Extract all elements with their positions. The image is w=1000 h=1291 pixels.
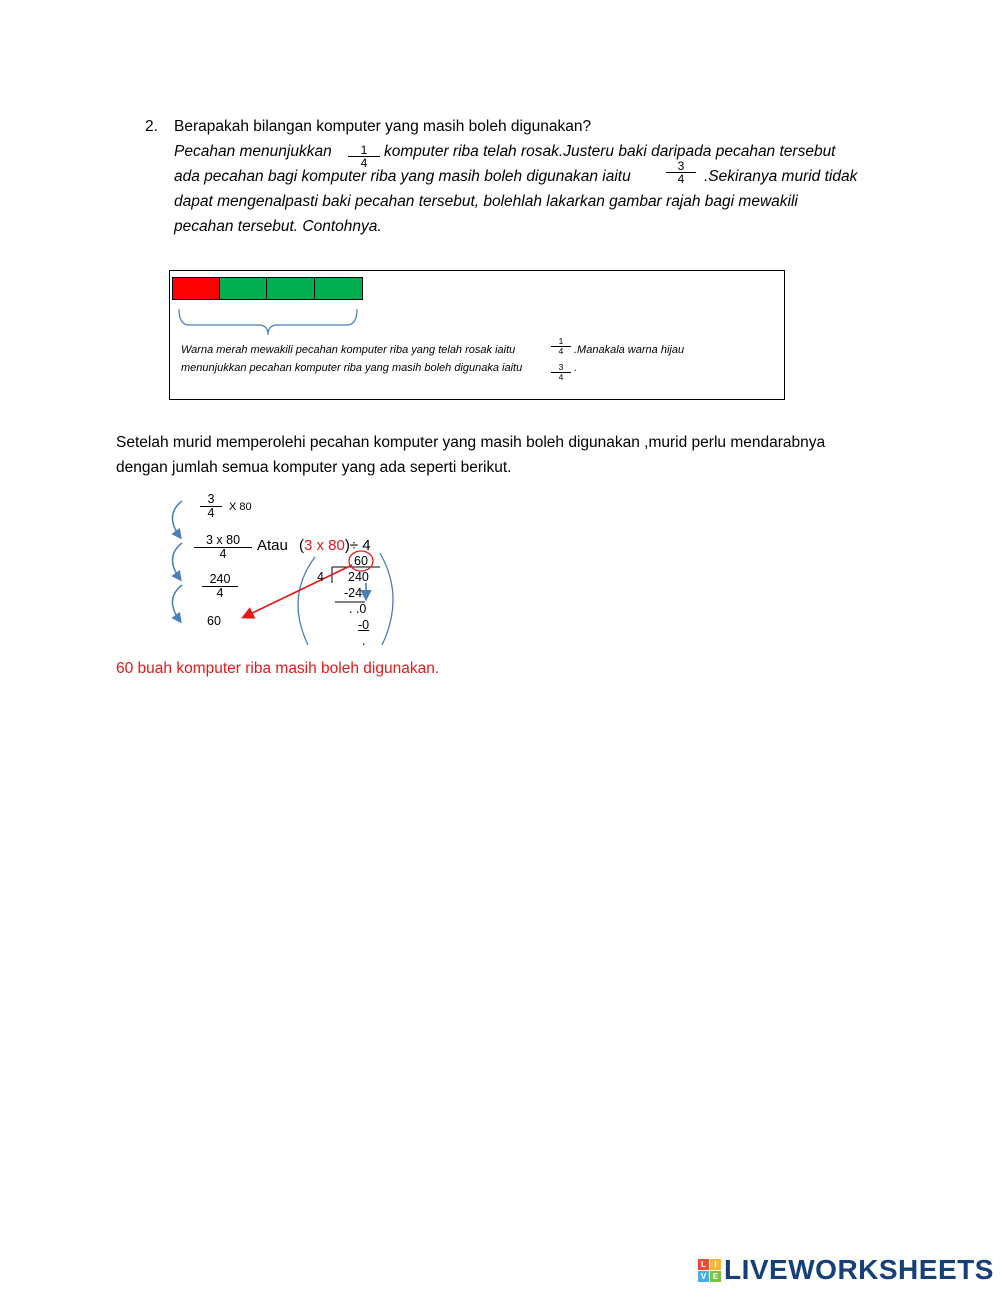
fraction-numerator: 1 (360, 143, 368, 157)
question-number: 2. (145, 118, 158, 135)
question-title: Berapakah bilangan komputer yang masih boleh digunakan? (174, 118, 592, 135)
expression (299, 537, 371, 554)
step-1-fraction (200, 493, 222, 519)
close-paren (380, 553, 393, 645)
question-line-2b: .Sekiranya murid tidak (704, 168, 858, 185)
atau-label: Atau (257, 537, 288, 554)
answer-text: 60 buah komputer riba masih boleh digunakan. (116, 660, 440, 677)
question-line-1a: Pecahan menunjukkan (174, 143, 332, 160)
working-curves (160, 492, 410, 660)
expr-open: ( (299, 537, 304, 554)
step-2-fraction (194, 534, 252, 560)
explanation-line-1: Setelah murid memperolehi pecahan komputer yang masih boleh digunakan ,murid perlu mendarabnya (116, 434, 826, 451)
caption-fraction-2 (551, 363, 571, 381)
fraction-usable (666, 160, 696, 185)
logo-tile: E (710, 1271, 721, 1282)
logo-text: LIVEWORKSHEETS (724, 1254, 994, 1285)
question-line-3: dapat mengenalpasti baki pecahan tersebut, bolehlah lakarkan gambar rajah bagi mewakili (174, 193, 798, 210)
question-line-4: pecahan tersebut. Contohnya. (174, 218, 382, 235)
logo-tile: I (710, 1259, 721, 1270)
logo-tile: L (698, 1259, 709, 1270)
division-sub-1: -24 (344, 586, 363, 600)
fraction-cell-green (219, 277, 267, 300)
caption-line-1a: Warna merah mewakili pecahan komputer riba yang telah rosak iaitu (181, 344, 516, 356)
brace-icon (175, 305, 365, 341)
fraction-cell-green (314, 277, 363, 300)
step-1-multiplier: X 80 (229, 501, 252, 513)
caption-line-2b: . (574, 362, 578, 374)
logo-tile: V (698, 1271, 709, 1282)
open-paren (298, 557, 315, 645)
fraction-denominator: 4 (558, 345, 564, 356)
fraction-denominator: 4 (219, 546, 227, 561)
caption-fraction-1 (551, 337, 571, 355)
fraction-denominator: 4 (216, 585, 224, 600)
division-quotient: 60 (354, 554, 368, 568)
logo-tiles (698, 1259, 721, 1282)
fraction-denominator: 4 (558, 371, 564, 382)
curve-arrow-3 (172, 585, 182, 621)
fraction-denominator: 4 (207, 505, 215, 520)
fraction-numerator: 3 (677, 159, 685, 173)
expr-close: )÷ 4 (344, 537, 371, 554)
caption-line-1b: .Manakala warna hijau (574, 344, 685, 356)
fraction-numerator: 240 (209, 572, 231, 586)
division-dividend: 240 (348, 570, 369, 584)
step-4-result: 60 (207, 614, 221, 628)
question-line-1b: komputer riba telah rosak.Justeru baki daripada pecahan tersebut (384, 143, 836, 160)
fraction-cell-green (266, 277, 315, 300)
fraction-numerator: 3 (207, 492, 215, 506)
fraction-broken (348, 144, 380, 169)
fraction-denominator: 4 (360, 156, 368, 170)
question-line-2a: ada pecahan bagi komputer riba yang masih boleh digunakan iaitu (174, 168, 631, 185)
fraction-denominator: 4 (677, 172, 685, 186)
curve-arrow-1 (172, 501, 182, 537)
division-remainder-1: . .0 (349, 602, 367, 616)
explanation-line-2: dengan jumlah semua komputer yang ada seperti berikut. (116, 459, 512, 476)
fraction-numerator: 3 (558, 362, 564, 372)
division-divisor: 4 (317, 570, 324, 584)
caption-line-2a: menunjukkan pecahan komputer riba yang masih boleh digunaka iaitu (181, 362, 523, 374)
step-3-fraction (202, 573, 238, 599)
fraction-numerator: 3 x 80 (205, 533, 241, 547)
fraction-numerator: 1 (558, 336, 564, 346)
fraction-cell-red (172, 277, 220, 300)
division-remainder-2: . (362, 634, 366, 648)
liveworksheets-logo (698, 1255, 994, 1285)
division-sub-2: -0 (358, 618, 370, 632)
expr-red: 3 x 80 (304, 537, 345, 554)
curve-arrow-2 (172, 543, 182, 579)
